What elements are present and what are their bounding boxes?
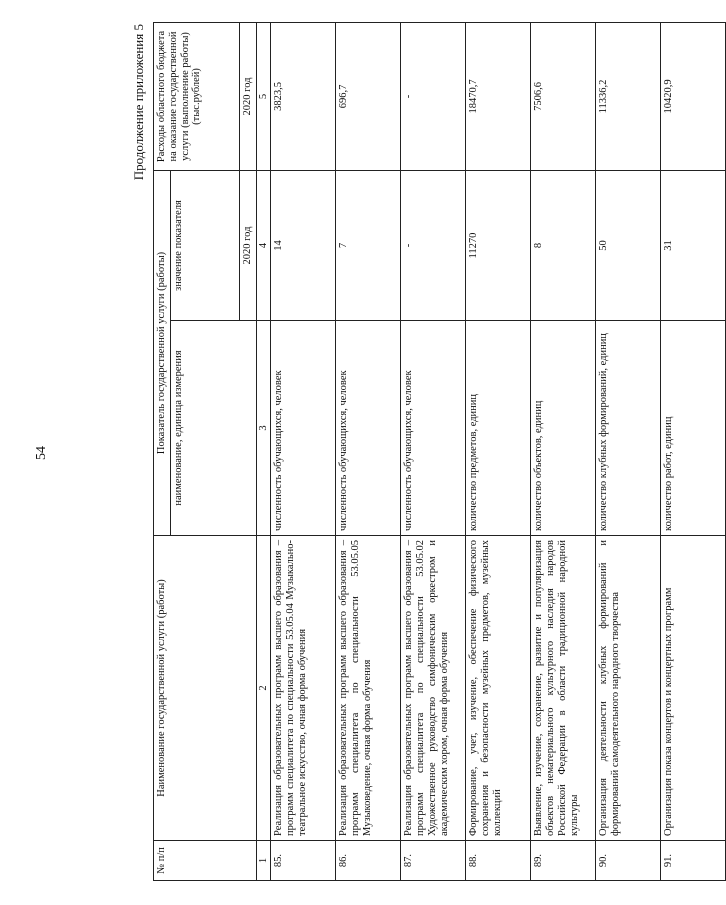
- indicator-value: 7: [336, 170, 401, 320]
- header-cost: Расходы областного бюджета на оказание государственной услуги (выполнение работы) (тыс.рублей): [154, 22, 240, 170]
- row-number: 91.: [661, 841, 726, 881]
- row-number: 88.: [466, 841, 531, 881]
- header-service-name: Наименование государственной услуги (работы): [154, 536, 257, 841]
- row-number: 90.: [596, 841, 661, 881]
- indicator-value: 11270: [466, 170, 531, 320]
- service-name: Организация показа концертов и концертных программ: [661, 536, 726, 841]
- indicator-name: численность обучающихся, человек: [271, 321, 336, 536]
- indicator-name: численность обучающихся, человек: [401, 321, 466, 536]
- budget-cost: 7506,6: [531, 22, 596, 170]
- table-row: [661, 22, 726, 880]
- column-index: 5: [256, 22, 271, 170]
- rotated-document-sheet: [125, 0, 675, 905]
- table-row: [401, 22, 466, 880]
- service-name: Выявление, изучение, сохранение, развитие и популяризация объектов нематериального культурного наследия народов Российской Федерации в области традиционной народной культуры: [531, 536, 596, 841]
- budget-cost: 11336,2: [596, 22, 661, 170]
- header-year-cost: 2020 год: [239, 22, 256, 170]
- table-row: [596, 22, 661, 880]
- header-indicator-name: наименование, единица измерения: [170, 321, 256, 536]
- budget-cost: 18470,7: [466, 22, 531, 170]
- table-row: [271, 22, 336, 880]
- table-row: [336, 22, 401, 880]
- indicator-value: 8: [531, 170, 596, 320]
- indicator-value: 31: [661, 170, 726, 320]
- service-name: Организация деятельности клубных формирований и формирований самодеятельного народного творчества: [596, 536, 661, 841]
- row-number: 87.: [401, 841, 466, 881]
- continuation-label: Продолжение приложения 5: [131, 24, 146, 181]
- indicator-name: количество объектов, единиц: [531, 321, 596, 536]
- services-table: [153, 22, 726, 881]
- header-year-value: 2020 год: [239, 170, 256, 320]
- column-index-row: [256, 22, 271, 880]
- column-index: 1: [256, 841, 271, 881]
- budget-cost: 10420,9: [661, 22, 726, 170]
- budget-cost: 3823,5: [271, 22, 336, 170]
- indicator-name: количество клубных формирований, единиц: [596, 321, 661, 536]
- indicator-value: 14: [271, 170, 336, 320]
- indicator-value: -: [401, 170, 466, 320]
- column-index: 3: [256, 321, 271, 536]
- service-name: Реализация образовательных программ высшего образования – программ специалитета по специальности 53.05.05 Музыковедение, очная форма обучения: [336, 536, 401, 841]
- table-row: [531, 22, 596, 880]
- table-row: [466, 22, 531, 880]
- service-name: Формирование, учет, изучение, обеспечение физического сохранения и безопасности музейных предметов, музейных коллекций: [466, 536, 531, 841]
- row-number: 85.: [271, 841, 336, 881]
- indicator-name: количество работ, единиц: [661, 321, 726, 536]
- budget-cost: 696,7: [336, 22, 401, 170]
- service-name: Реализация образовательных программ высшего образования – программ специалитета по специальности 53.05.04 Музыкально-театральное искусство, очная форма обучения: [271, 536, 336, 841]
- header-indicator-group: Показатель государственной услуги (работы): [154, 170, 171, 535]
- column-index: 4: [256, 170, 271, 320]
- column-index: 2: [256, 536, 271, 841]
- row-number: 86.: [336, 841, 401, 881]
- indicator-name: количество предметов, единиц: [466, 321, 531, 536]
- budget-cost: -: [401, 22, 466, 170]
- service-name: Реализация образовательных программ высшего образования – программ специалитета по специальности 53.05.02 Художественное руководство симфоническим оркестром и академическим хором, очная форма обучения: [401, 536, 466, 841]
- header-num: № п/п: [154, 841, 257, 881]
- indicator-name: численность обучающихся, человек: [336, 321, 401, 536]
- indicator-value: 50: [596, 170, 661, 320]
- row-number: 89.: [531, 841, 596, 881]
- header-indicator-value: значение показателя: [170, 170, 239, 320]
- page-number: 54: [34, 446, 49, 460]
